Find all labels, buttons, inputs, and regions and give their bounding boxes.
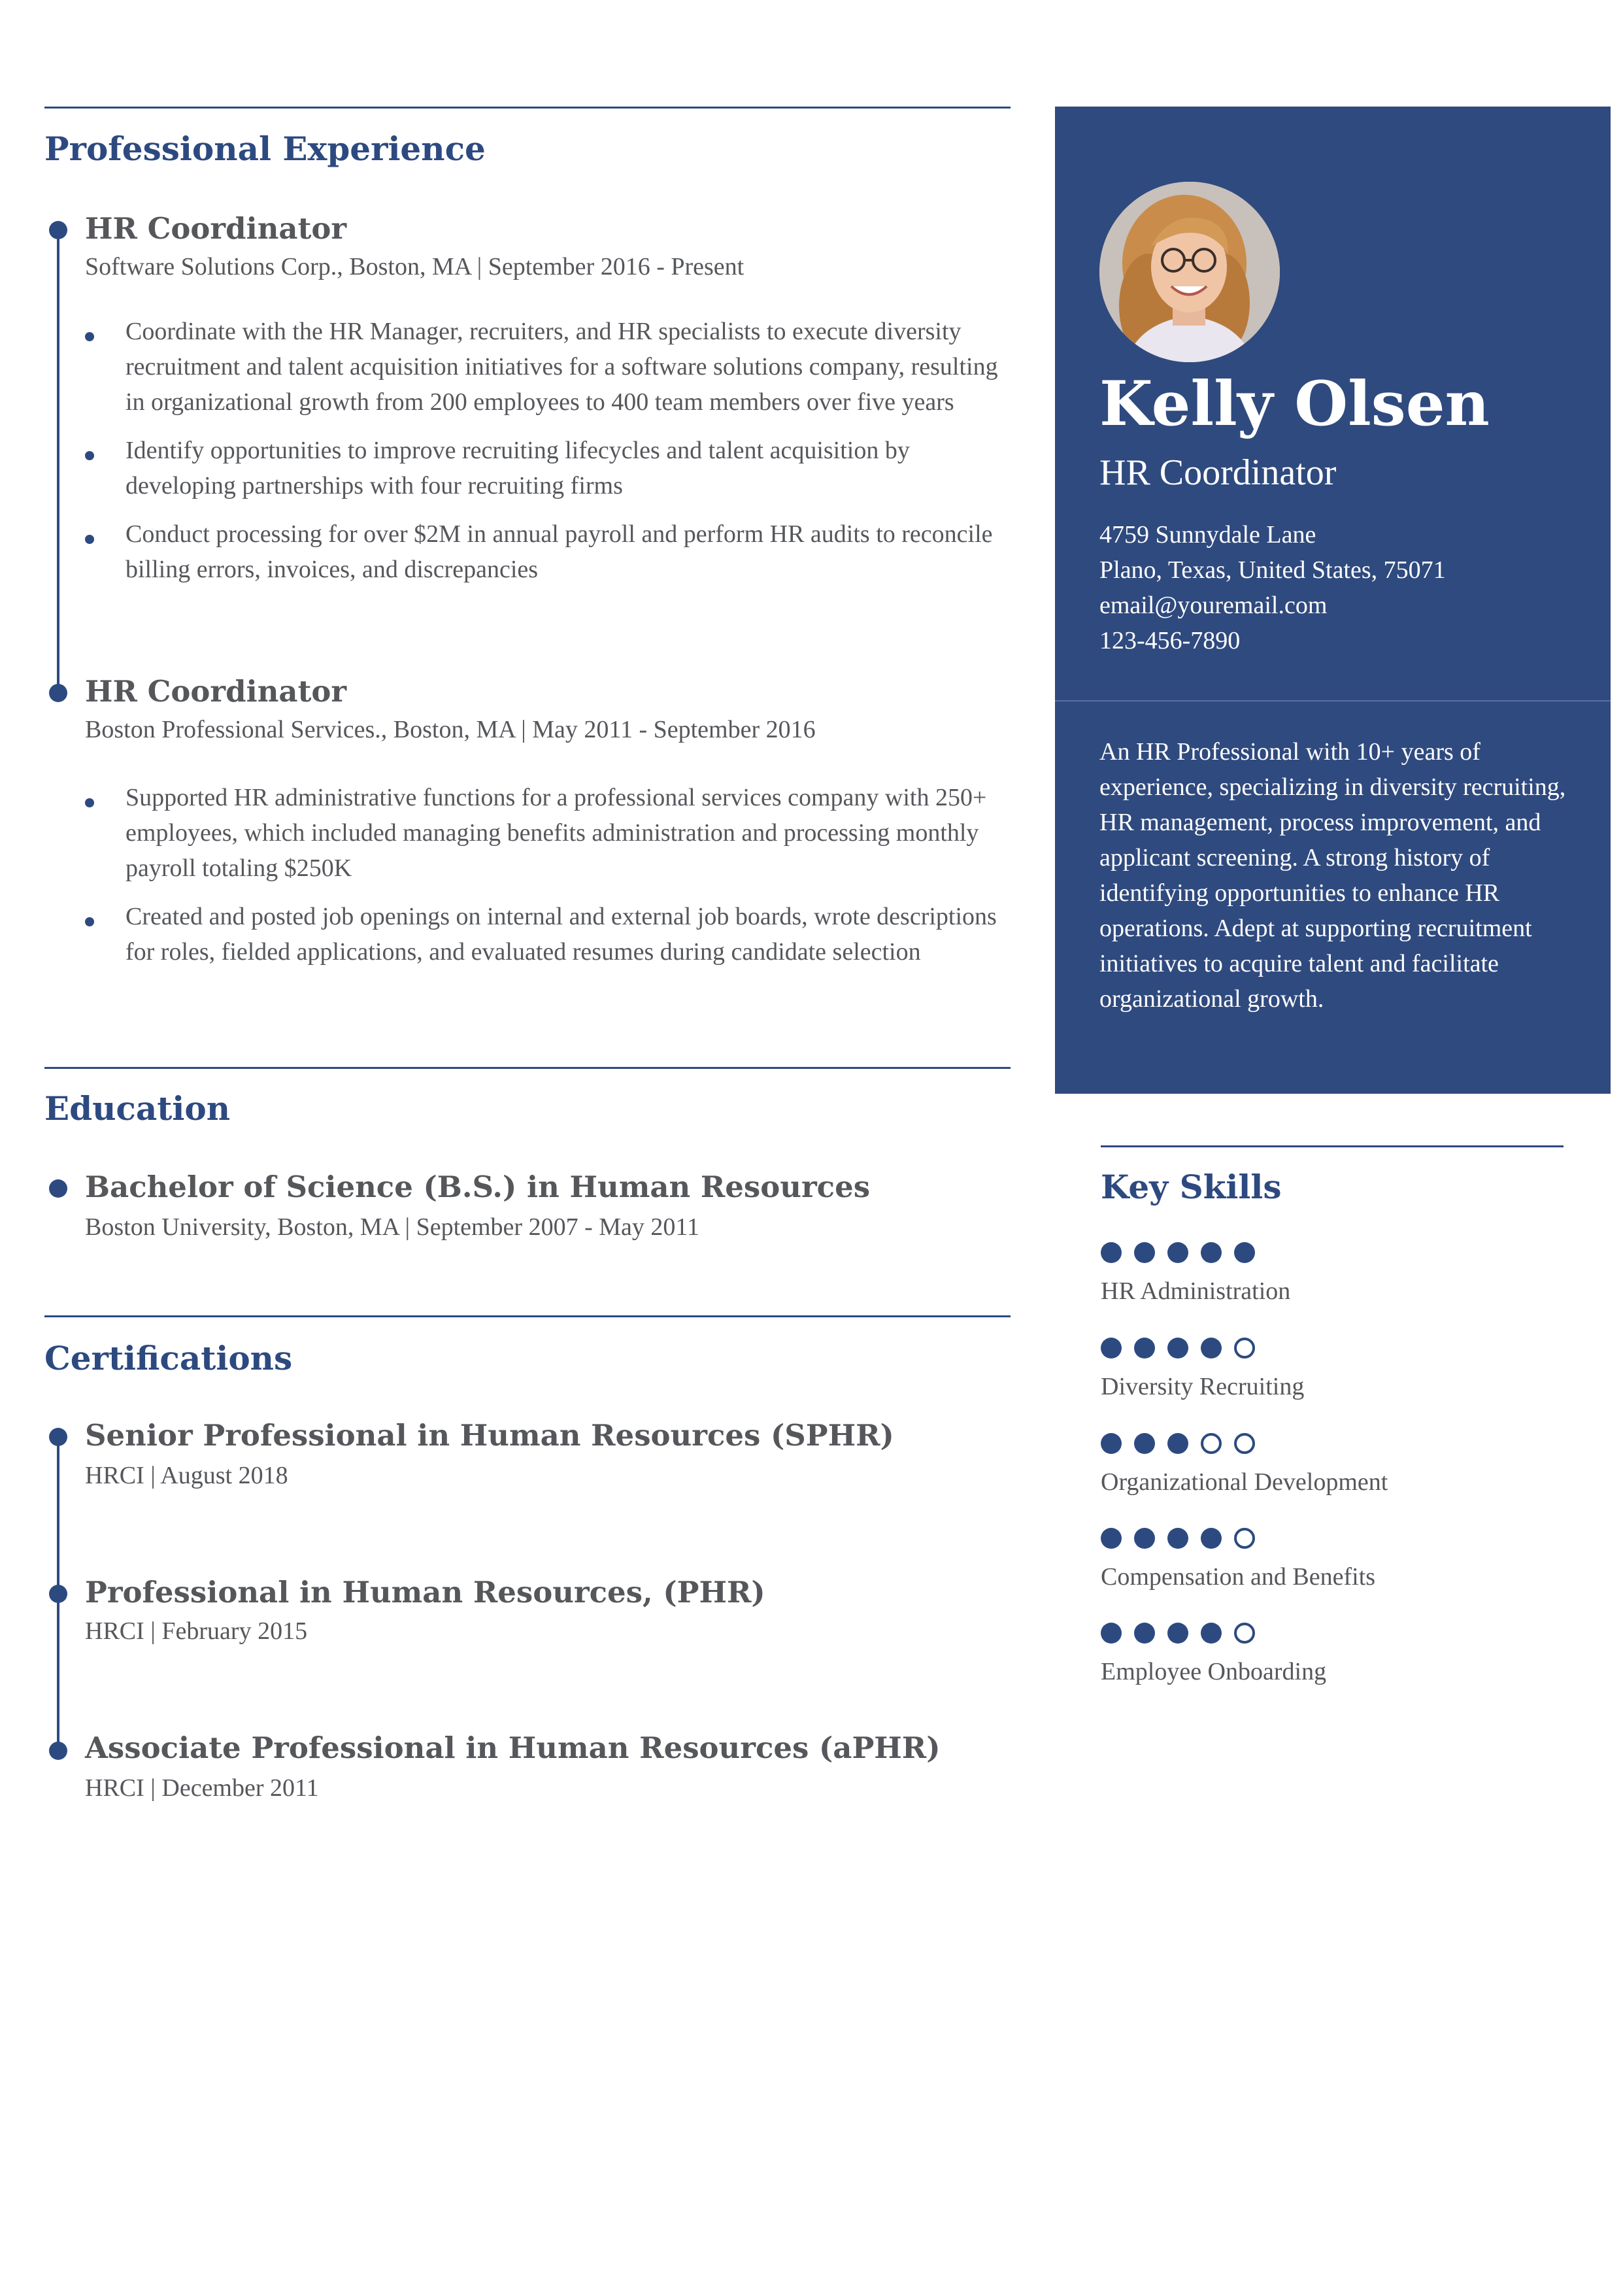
skill-name: Diversity Recruiting xyxy=(1101,1373,1305,1400)
rating-dot-filled-icon xyxy=(1101,1623,1122,1644)
skill-rating xyxy=(1101,1338,1571,1359)
degree-meta: Boston University, Boston, MA | September 2007 - May 2011 xyxy=(85,1213,699,1241)
skill-item xyxy=(1101,1623,1571,1688)
skill-rating xyxy=(1101,1433,1571,1454)
address-line-2: Plano, Texas, United States, 75071 xyxy=(1099,556,1446,584)
rating-dot-filled-icon xyxy=(1134,1528,1155,1549)
rating-dot-filled-icon xyxy=(1167,1623,1188,1644)
list-item: Identify opportunities to improve recruiting lifecycles and talent acquisition by developing partnerships with four recruiting firms xyxy=(125,433,1014,503)
bullet-icon xyxy=(85,332,94,341)
list-item: Supported HR administrative functions for a professional services company with 250+ employees, which included managing benefits administration and processing monthly payroll totaling $250K xyxy=(125,780,1001,886)
rating-dot-filled-icon xyxy=(1134,1242,1155,1263)
cert-meta: HRCI | February 2015 xyxy=(85,1617,308,1645)
experience-heading: Professional Experience xyxy=(44,129,486,168)
education-top-rule xyxy=(44,1067,1011,1069)
skill-name: Compensation and Benefits xyxy=(1101,1563,1376,1591)
profile-name: Kelly Olsen xyxy=(1099,368,1490,440)
email-link[interactable]: email@youremail.com xyxy=(1099,592,1328,619)
skill-item xyxy=(1101,1242,1571,1308)
rating-dot-filled-icon xyxy=(1101,1242,1122,1263)
bullet-icon xyxy=(85,535,94,544)
skill-item xyxy=(1101,1338,1571,1403)
cert-meta: HRCI | August 2018 xyxy=(85,1462,288,1489)
profile-summary: An HR Professional with 10+ years of experience, specializing in diversity recruiting, HR management, process improvement, and applicant screening. A strong history of identifying opportunities to enhance HR operations. Adept at supporting recruitment initiatives to acquire talent and facilitate organizational growth. xyxy=(1099,738,1566,1013)
skill-name: HR Administration xyxy=(1101,1277,1291,1305)
job-bullets xyxy=(125,314,1014,600)
avatar xyxy=(1099,182,1280,362)
experience-timeline xyxy=(57,230,59,689)
rating-dot-empty-icon xyxy=(1234,1338,1255,1359)
skills-heading: Key Skills xyxy=(1101,1168,1282,1206)
rating-dot-filled-icon xyxy=(1167,1433,1188,1454)
rating-dot-empty-icon xyxy=(1234,1528,1255,1549)
job-title: HR Coordinator xyxy=(85,674,347,709)
certifications-top-rule xyxy=(44,1315,1011,1317)
phone-number: 123-456-7890 xyxy=(1099,627,1241,654)
list-item: Conduct processing for over $2M in annual payroll and perform HR audits to reconcile billing errors, invoices, and discrepancies xyxy=(125,516,1014,587)
rating-dot-filled-icon xyxy=(1134,1433,1155,1454)
skills-top-rule xyxy=(1101,1145,1564,1147)
cert-title: Senior Professional in Human Resources (SPHR) xyxy=(85,1418,894,1453)
timeline-node xyxy=(49,221,67,239)
cert-meta: HRCI | December 2011 xyxy=(85,1774,319,1802)
rating-dot-filled-icon xyxy=(1134,1623,1155,1644)
degree-title: Bachelor of Science (B.S.) in Human Resources xyxy=(85,1170,871,1204)
rating-dot-filled-icon xyxy=(1201,1623,1222,1644)
timeline-node xyxy=(49,1428,67,1446)
rating-dot-filled-icon xyxy=(1167,1242,1188,1263)
bullet-icon xyxy=(85,798,94,807)
education-heading: Education xyxy=(44,1089,231,1128)
timeline-node xyxy=(49,1179,67,1198)
experience-top-rule xyxy=(44,107,1011,109)
skill-name: Employee Onboarding xyxy=(1101,1658,1327,1685)
rating-dot-filled-icon xyxy=(1101,1433,1122,1454)
rating-dot-empty-icon xyxy=(1234,1623,1255,1644)
bullet-icon xyxy=(85,451,94,460)
rating-dot-filled-icon xyxy=(1167,1528,1188,1549)
rating-dot-filled-icon xyxy=(1201,1338,1222,1359)
profile-sidebar xyxy=(1055,107,1611,1094)
skill-item xyxy=(1101,1433,1571,1498)
timeline-node xyxy=(49,1742,67,1760)
rating-dot-filled-icon xyxy=(1101,1338,1122,1359)
skill-item xyxy=(1101,1528,1571,1593)
skill-rating xyxy=(1101,1623,1571,1644)
rating-dot-filled-icon xyxy=(1201,1528,1222,1549)
job-bullets xyxy=(125,780,1001,983)
cert-title: Professional in Human Resources, (PHR) xyxy=(85,1575,765,1610)
job-meta: Boston Professional Services., Boston, MA | May 2011 - September 2016 xyxy=(85,716,816,743)
rating-dot-filled-icon xyxy=(1201,1242,1222,1263)
sidebar-divider xyxy=(1055,700,1611,701)
rating-dot-empty-icon xyxy=(1234,1433,1255,1454)
timeline-node xyxy=(49,1585,67,1603)
timeline-node xyxy=(49,684,67,702)
rating-dot-filled-icon xyxy=(1134,1338,1155,1359)
skill-rating xyxy=(1101,1528,1571,1549)
rating-dot-filled-icon xyxy=(1101,1528,1122,1549)
rating-dot-empty-icon xyxy=(1201,1433,1222,1454)
list-item: Created and posted job openings on internal and external job boards, wrote descriptions for roles, fielded applications, and evaluated resumes during candidate selection xyxy=(125,899,1001,970)
list-item: Coordinate with the HR Manager, recruiters, and HR specialists to execute diversity recruitment and talent acquisition initiatives for a software solutions company, resulting in organizational growth from 200 employees to 400 team members over five years xyxy=(125,314,1014,420)
skill-name: Organizational Development xyxy=(1101,1468,1388,1496)
bullet-icon xyxy=(85,917,94,926)
avatar-portrait-icon xyxy=(1099,182,1280,362)
job-meta: Software Solutions Corp., Boston, MA | September 2016 - Present xyxy=(85,253,745,280)
address-line-1: 4759 Sunnydale Lane xyxy=(1099,521,1316,549)
rating-dot-filled-icon xyxy=(1167,1338,1188,1359)
certifications-heading: Certifications xyxy=(44,1339,293,1377)
skill-rating xyxy=(1101,1242,1571,1263)
profile-role: HR Coordinator xyxy=(1099,452,1337,493)
job-title: HR Coordinator xyxy=(85,211,347,246)
rating-dot-filled-icon xyxy=(1234,1242,1255,1263)
cert-title: Associate Professional in Human Resources (aPHR) xyxy=(85,1730,941,1765)
contact-block xyxy=(1099,517,1446,658)
